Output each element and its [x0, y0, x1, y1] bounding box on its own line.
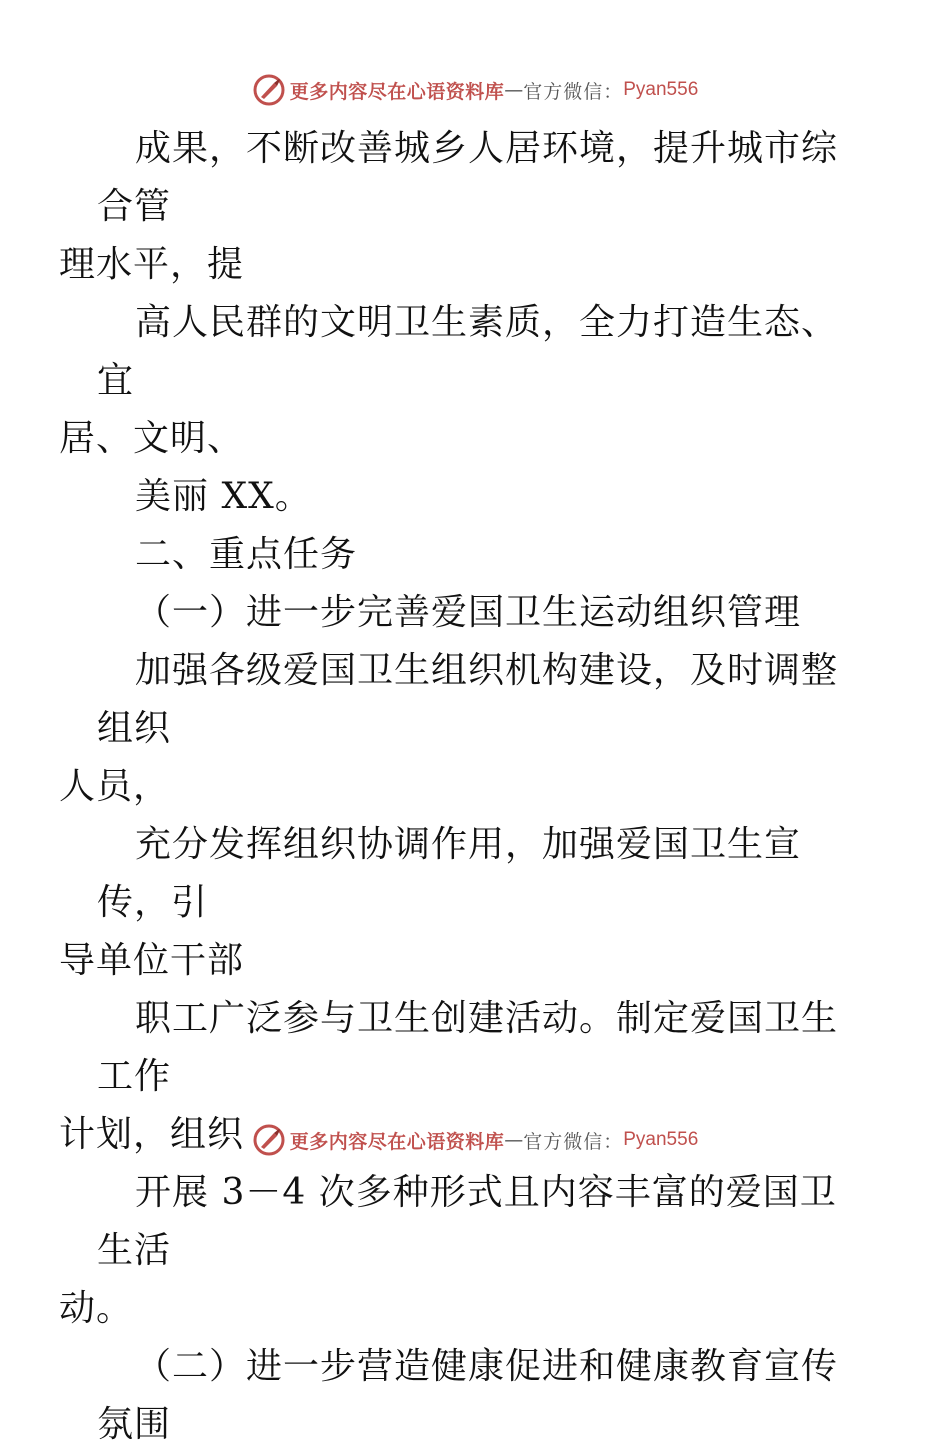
paragraph: 成果，不断改善城乡人居环境，提升城市综合管 理水平，提 [59, 128, 839, 285]
watermark-wechat-id: Pyan556 [623, 1129, 699, 1150]
subsection-heading: （一）进一步完善爱国卫生运动组织管理 [135, 592, 802, 633]
watermark-dash: — [504, 1129, 524, 1151]
paragraph: 美丽 XX。 [135, 476, 312, 517]
header-watermark [0, 70, 950, 110]
paragraph: 高人民群的文明卫生素质，全力打造生态、宜 居、文明、 [59, 302, 839, 459]
watermark-wechat-id: Pyan556 [623, 79, 699, 100]
quill-logo-icon [252, 1123, 286, 1157]
quill-logo-icon [252, 73, 286, 107]
paragraph: 充分发挥组织协调作用，加强爱国卫生宣传，引 导单位干部 [59, 824, 802, 981]
section-heading: 二、重点任务 [135, 534, 358, 575]
watermark-text: 更多内容尽在心语资料库 [289, 1130, 505, 1153]
footer-watermark [0, 1120, 950, 1160]
watermark-wechat-label: 官方微信： [523, 1130, 624, 1153]
paragraph: 职工广泛参与卫生创建活动。制定爱国卫生工作 计划，组织 [59, 998, 839, 1155]
paragraph: 加强各级爱国卫生组织机构建设，及时调整组织 人员， [59, 650, 839, 807]
document-body [59, 120, 857, 1454]
watermark-wechat-label: 官方微信： [523, 80, 624, 103]
watermark-text: 更多内容尽在心语资料库 [289, 80, 505, 103]
paragraph: 开展 3－4 次多种形式且内容丰富的爱国卫生活 动。 [59, 1172, 837, 1329]
subsection-heading: （二）进一步营造健康促进和健康教育宣传氛围 [97, 1346, 839, 1445]
watermark-dash: — [504, 79, 524, 101]
